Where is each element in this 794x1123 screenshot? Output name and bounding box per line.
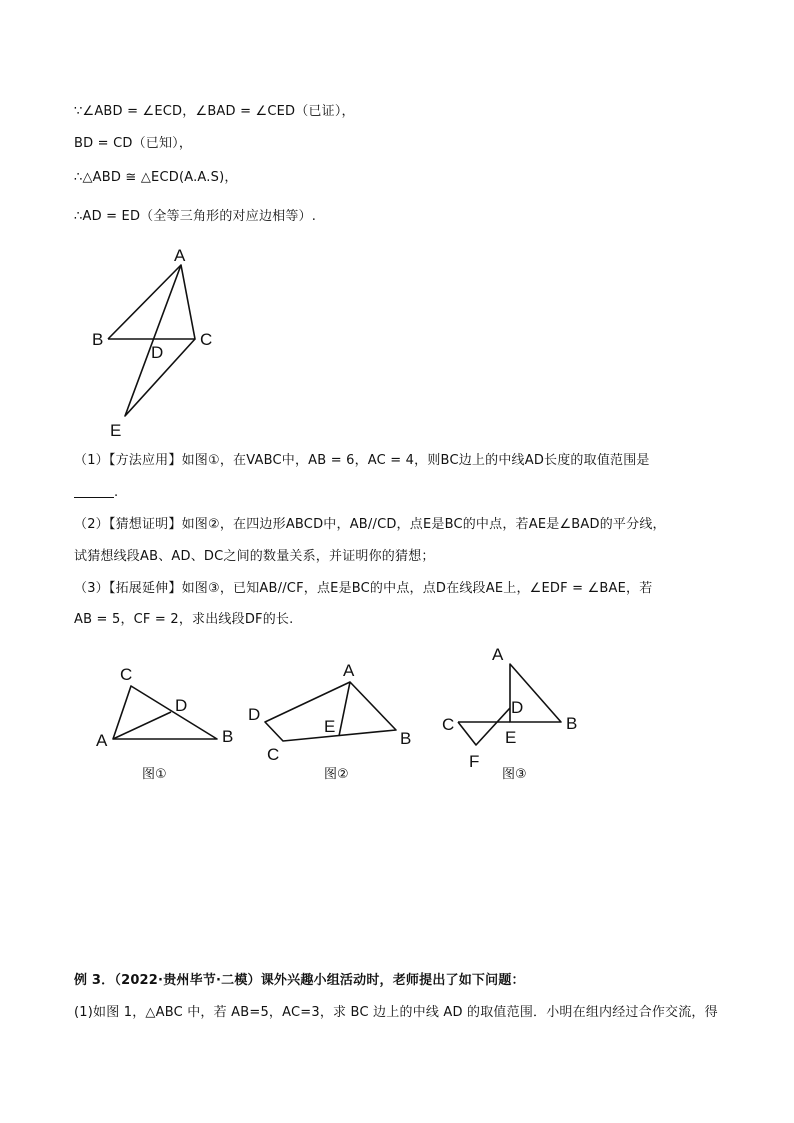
figure-1 [96,665,233,781]
fig3-label-e: E [505,728,517,747]
fig2-label-a: A [343,661,355,680]
label-d: D [151,343,164,362]
question-1-line-a: （1）【方法应用】如图①，在VABC中，AB = 6，AC = 4，则BC边上的中线AD长度的取值范围是 [74,453,650,468]
fig1-label-c: C [120,665,133,684]
fig3-label-c: C [442,715,455,734]
fig3-path-c-f-d [458,708,510,745]
label-c: C [200,330,213,349]
example-3-question-1: (1)如图 1，△ABC 中，若 AB=5，AC=3，求 BC 边上的中线 AD 的取值范围．小明在组内经过合作交流，得 [74,1005,718,1020]
fig2-label-d: D [248,705,261,724]
fig2-label-e: E [324,717,336,736]
proof-line-4: ∴AD = ED（全等三角形的对应边相等）. [74,209,317,224]
fig1-label-b: B [222,727,234,746]
fig1-label-d: D [175,696,188,715]
figure-3 [442,645,577,781]
fig1-median-ad [113,712,171,739]
fig2-caption: 图② [324,766,349,781]
question-2-line-a: （2）【猜想证明】如图②，在四边形ABCD中，AB//CD，点E是BC的中点，若AE是∠BAD的平分线， [74,517,666,532]
fig2-label-c: C [267,745,280,764]
label-b: B [92,330,104,349]
fig3-caption: 图③ [502,766,527,781]
proof-line-2: BD = CD（已知）， [74,136,193,151]
fig1-label-a: A [96,731,108,750]
fig3-label-a: A [492,645,504,664]
question-2-line-b: 试猜想线段AB、AD、DC之间的数量关系，并证明你的猜想； [74,549,435,564]
question-3-line-a: （3）【拓展延伸】如图③，已知AB//CF，点E是BC的中点，点D在线段AE上，∠EDF = ∠BAE，若 [74,581,653,596]
fig3-label-d: D [511,698,524,717]
proof-line-3: ∴△ABD ≅ △ECD(A.A.S)， [74,170,238,185]
fig2-label-b: B [400,729,412,748]
example-3-heading: 例 3．（2022·贵州毕节·二模）课外兴趣小组活动时，老师提出了如下问题： [74,973,525,988]
fig3-label-b: B [566,714,578,733]
fig3-label-f: F [469,752,480,771]
question-1-period: . [114,485,119,500]
fig1-caption: 图① [142,766,167,781]
label-a: A [174,246,186,265]
question-3-line-b: AB = 5，CF = 2，求出线段DF的长. [74,612,294,627]
label-e: E [110,421,122,440]
proof-line-1: ∵∠ABD = ∠ECD，∠BAD = ∠CED（已证）， [74,104,355,119]
figure-2 [248,661,411,781]
fig2-segment-ae [339,682,350,736]
